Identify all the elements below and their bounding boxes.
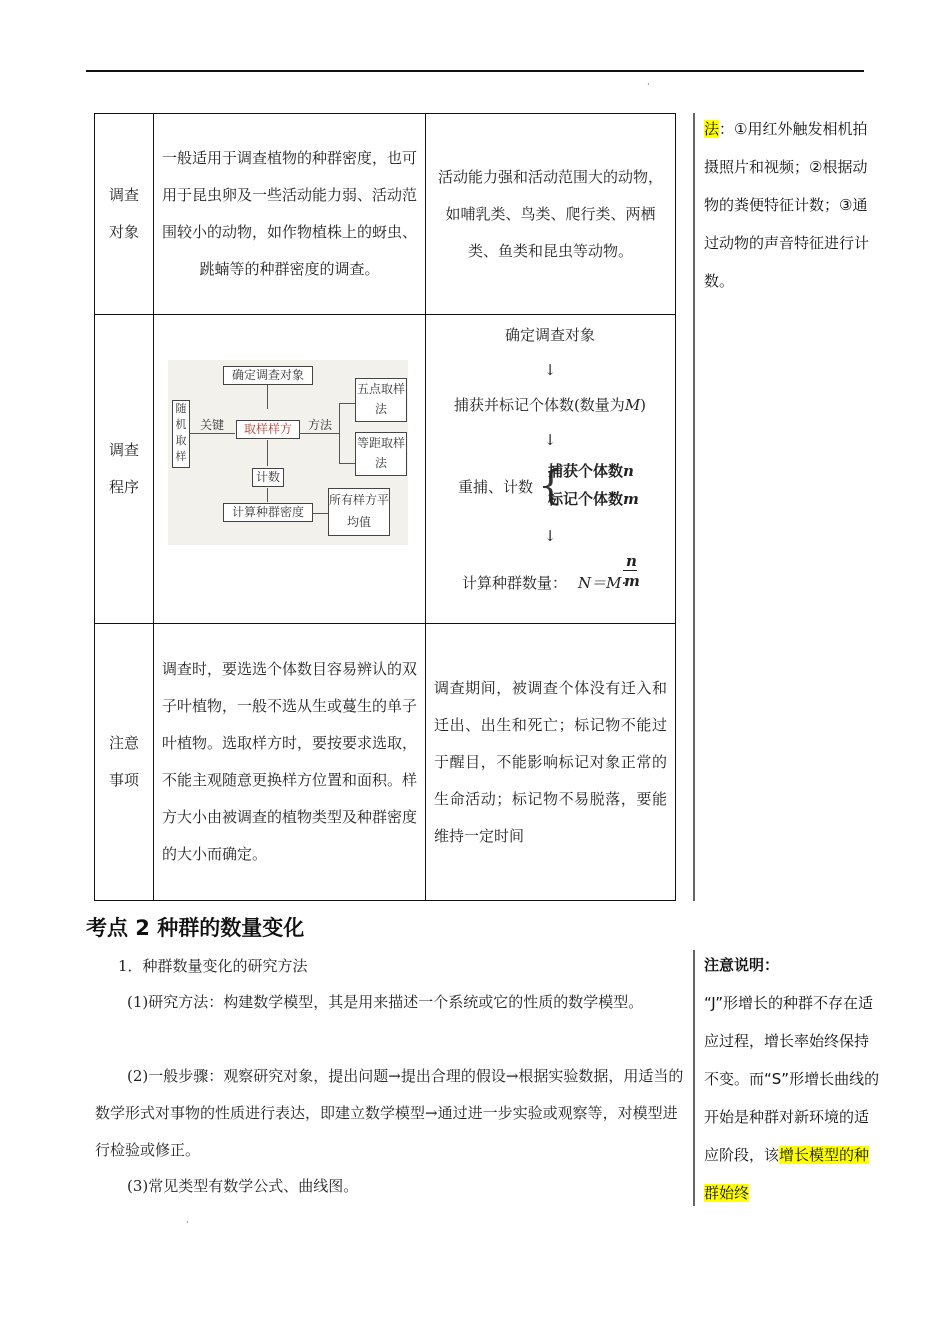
mark-recapture-cell: 调查期间，被调查个体没有迁入和迁出、出生和死亡；标记物不能过于醒目，不能影响标记对象正常的生命活动；标记物不易脱落，要能维持一定时间 <box>426 624 676 901</box>
table-row <box>95 114 676 315</box>
quadrat-flowchart <box>168 360 408 545</box>
procedure-step <box>430 552 670 600</box>
highlight-text: 法 <box>704 120 720 138</box>
row-label: 注意事项 <box>95 624 154 901</box>
sidebar-note-title: 注意说明： <box>704 956 780 974</box>
equidistant-box: 等距取样法 <box>355 432 407 476</box>
procedure-step <box>430 460 670 516</box>
table-row <box>95 624 676 901</box>
quadrat-cell: 调查时，要选选个体数目容易辨认的双子叶植物，一般不选从生或蔓生的单子叶植物。选取样方时，要按要求选取，不能主观随意更换样方位置和面积。样方大小由被调查的植物类型及种群密度的大小而确定。 <box>154 624 426 901</box>
paragraph: (3)常见类型有数学公式、曲线图。 <box>127 1177 359 1195</box>
count-box: 计数 <box>252 468 284 487</box>
paragraph: 1．种群数量变化的研究方法 <box>118 957 308 975</box>
step3b-var: m <box>623 490 639 508</box>
step2-text: 捕获并标记个体数(数量为 <box>453 396 625 414</box>
formula-denominator: m <box>624 572 640 590</box>
sidebar-note-text: ：①用红外触发相机拍摄照片和视频；②根据动物的粪便特征计数；③通过动物的声音特征进行计数。 <box>704 120 870 290</box>
step3b <box>548 488 639 509</box>
sidebar-rule <box>693 113 695 901</box>
row-label: 调查程序 <box>95 315 154 624</box>
step3a-text: 捕获个体数 <box>548 462 624 480</box>
average-box: 所有样方平均值 <box>328 488 390 536</box>
arrow-down-icon: ↓ <box>543 527 557 545</box>
paragraph: (2)一般步骤：观察研究对象，提出问题→提出合理的假设→根据实验数据，用适当的数学形式对事物的性质进行表达，即建立数学模型→通过进一步实验或观察等，对模型进行检验或修正。 <box>95 1067 684 1159</box>
determine-box: 确定调查对象 <box>223 366 313 385</box>
procedure-step: 确定调查对象 <box>504 326 595 344</box>
step2-end: ) <box>640 396 647 414</box>
mark-recapture-cell: 活动能力强和活动范围大的动物，如哺乳类、鸟类、爬行类、两栖类、鱼类和昆虫等动物。 <box>426 114 676 315</box>
quadrat-cell: 一般适用于调查植物的种群密度，也可用于昆虫卵及一些活动能力弱、活动范围较小的动物，如作物植株上的蚜虫、跳蝻等的种群密度的调查。 <box>154 114 426 315</box>
highlight-text: 增长模型的种群始终 <box>704 1146 870 1202</box>
step2-var: M <box>624 396 641 414</box>
step3a <box>548 460 634 481</box>
step3b-text: 标记个体数 <box>548 490 624 508</box>
section-title: 考点 2 种群的数量变化 <box>86 916 305 940</box>
random-box: 随机取样 <box>172 400 190 468</box>
arrow-down-icon: ↓ <box>543 361 557 379</box>
sidebar-rule <box>693 950 695 1206</box>
step3-text: 重捕、计数 <box>458 478 534 496</box>
paragraph: (1)研究方法：构建数学模型，其是用来描述一个系统或它的性质的数学模型。 <box>127 993 644 1011</box>
method-label: 方法 <box>308 418 333 432</box>
header-rule <box>86 70 864 72</box>
step4-text: 计算种群数量： <box>462 574 568 592</box>
header-mark: · <box>647 80 650 90</box>
five-point-box: 五点取样法 <box>355 378 407 422</box>
procedure-step <box>430 390 670 420</box>
mark-recapture-procedure <box>430 320 670 600</box>
calc-box: 计算种群密度 <box>223 503 313 522</box>
fraction-bar <box>623 570 637 571</box>
key-label: 关键 <box>200 418 225 432</box>
sidebar-note-text: “J”形增长的种群不存在适应过程，增长率始终保持不变。而“S”形增长曲线的开始是种群对新环境的适应阶段，该 <box>704 994 880 1164</box>
brace-icon: { <box>538 463 564 509</box>
arrow-down-icon: ↓ <box>543 431 557 449</box>
step3a-var: n <box>623 462 634 480</box>
sidebar-note-1 <box>704 110 880 300</box>
sampling-box: 取样样方 <box>236 420 300 439</box>
formula-lhs: N＝M· <box>578 574 627 592</box>
row-label: 调查对象 <box>95 114 154 315</box>
formula-numerator: n <box>626 552 637 570</box>
footer-mark: · <box>186 1218 189 1228</box>
sidebar-note-2 <box>704 946 880 1212</box>
